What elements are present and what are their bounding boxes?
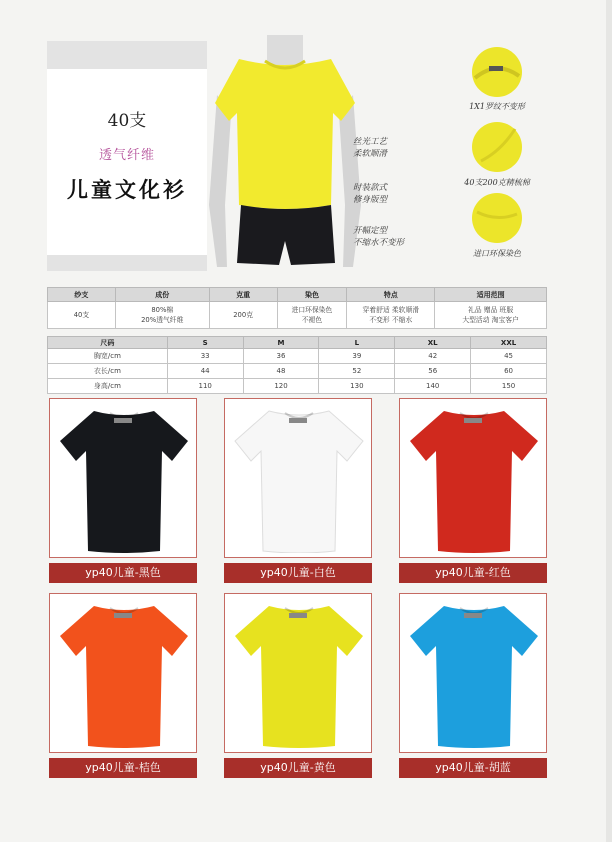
size-cell: 56 [395,364,471,379]
fabric-subtitle: 透气纤维 [98,148,155,163]
dye-detail-image [471,192,523,244]
size-cell: 36 [243,349,319,364]
size-cell: 120 [243,379,319,394]
product-image-frame [224,398,372,558]
spec-header: 成份 [115,288,209,302]
callout-shrink-proof: 开幅定型 不缩水不变形 [353,226,405,248]
product-label: yp40儿童-红色 [399,563,547,583]
product-label: yp40儿童-黑色 [49,563,197,583]
page-edge [606,0,612,842]
size-header: L [319,337,395,349]
spec-header: 染色 [277,288,347,302]
spec-header: 克重 [209,288,277,302]
spec-table [47,287,547,329]
spec-cell: 40支 [48,302,116,329]
yarn-count-title: 40支 [107,111,147,131]
spec-cell: 礼品 赠品 班服 大型活动 淘宝客户 [435,302,547,329]
detail-label-rib: 1X1罗纹不变形 [469,102,525,111]
spec-header: 纱支 [48,288,116,302]
size-cell: 130 [319,379,395,394]
spec-cell: 200克 [209,302,277,329]
spec-cell: 80%棉 20%透气纤维 [115,302,209,329]
product-label: yp40儿童-黄色 [224,758,372,778]
tshirt-image [60,606,188,748]
spec-cell: 进口环保染色 不褪色 [277,302,347,329]
size-header: S [167,337,243,349]
product-label: yp40儿童-胡蓝 [399,758,547,778]
size-cell: 110 [167,379,243,394]
size-header: XXL [471,337,547,349]
product-image-frame [399,593,547,753]
callout-mercerized: 丝光工艺 柔软顺滑 [353,137,388,159]
product-card-red[interactable] [399,398,547,583]
product-image-frame [224,593,372,753]
hero-model-image [205,35,365,275]
product-image-frame [399,398,547,558]
spec-header: 适用范围 [435,288,547,302]
spec-value-row [48,302,547,329]
size-header: M [243,337,319,349]
product-card-orange[interactable] [49,593,197,778]
detail-label-dye: 进口环保染色 [473,249,521,258]
product-title: 儿童文化衫 [67,177,187,202]
collar-detail-image [471,46,523,98]
size-cell: 52 [319,364,395,379]
size-cell: 60 [471,364,547,379]
size-cell: 42 [395,349,471,364]
size-cell: 身高/cm [48,379,168,394]
size-cell: 胸宽/cm [48,349,168,364]
hero-shirt [215,59,355,209]
tshirt-image [410,411,538,553]
product-label: yp40儿童-桔色 [49,758,197,778]
title-panel [47,41,207,271]
size-cell: 150 [471,379,547,394]
size-header: 尺码 [48,337,168,349]
product-card-blue[interactable] [399,593,547,778]
size-table [47,336,547,394]
spec-header-row [48,288,547,302]
tshirt-image [235,606,363,748]
tshirt-image [410,606,538,748]
size-header: XL [395,337,471,349]
spec-cell: 穿着舒适 柔软顺滑 不变形 不缩水 [347,302,435,329]
callout-fashion-fit: 时装款式 修身版型 [353,183,388,205]
size-cell: 44 [167,364,243,379]
product-card-black[interactable] [49,398,197,583]
size-cell: 140 [395,379,471,394]
fabric-detail-image [471,121,523,173]
size-cell: 48 [243,364,319,379]
product-card-white[interactable] [224,398,372,583]
size-cell: 45 [471,349,547,364]
size-header-row [48,337,547,349]
size-row [48,364,547,379]
spec-header: 特点 [347,288,435,302]
product-image-frame [49,398,197,558]
product-image-frame [49,593,197,753]
size-row [48,349,547,364]
size-cell: 衣长/cm [48,364,168,379]
size-cell: 39 [319,349,395,364]
tshirt-image [60,411,188,553]
detail-label-cotton: 40支200克精梳棉 [464,178,530,187]
size-cell: 33 [167,349,243,364]
size-row [48,379,547,394]
product-label: yp40儿童-白色 [224,563,372,583]
product-card-yellow[interactable] [224,593,372,778]
tshirt-image [235,411,363,553]
